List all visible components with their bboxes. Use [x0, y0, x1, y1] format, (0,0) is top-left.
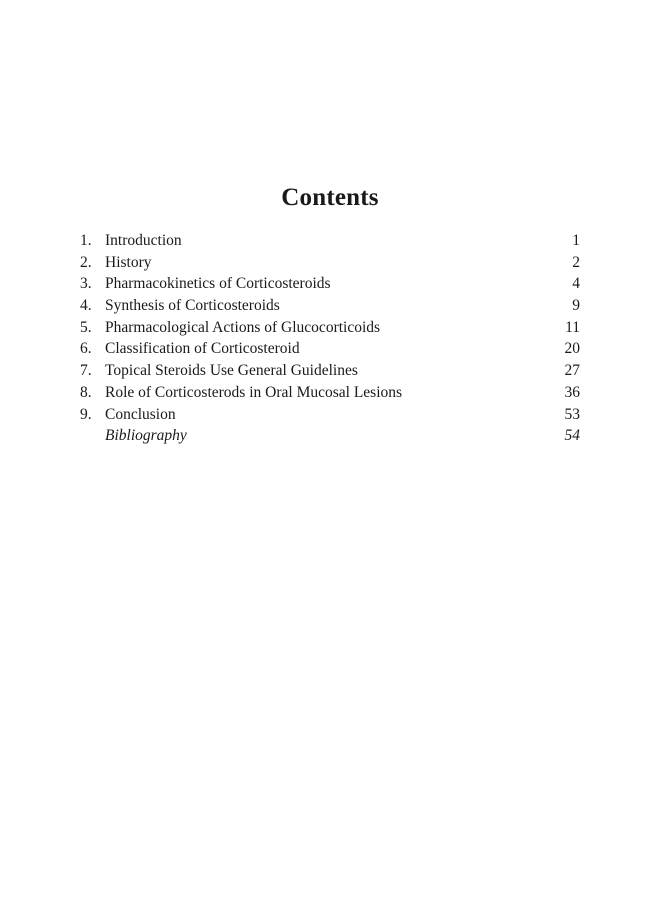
toc-entry-title: Classification of Corticosteroid: [105, 340, 300, 358]
toc-entry-introduction: [80, 230, 580, 252]
toc-entry-topical-steroids: [80, 360, 580, 382]
toc-entry-page: 2: [572, 253, 580, 271]
toc-entry-number: 6.: [80, 340, 92, 358]
toc-entry-number: 5.: [80, 318, 92, 336]
toc-entry-page: 20: [564, 340, 580, 358]
toc-entry-synthesis: [80, 295, 580, 317]
toc-entry-title: Pharmacokinetics of Corticosteroids: [105, 275, 331, 293]
toc-entry-history: [80, 252, 580, 274]
toc-entry-title: Conclusion: [105, 405, 176, 423]
toc-entry-title: Synthesis of Corticosteroids: [105, 297, 280, 315]
toc-entry-number: 7.: [80, 362, 92, 380]
toc-entry-page: 36: [564, 383, 580, 401]
toc-entry-page: 11: [565, 318, 580, 336]
toc-entry-page: 4: [572, 275, 580, 293]
toc-entry-number: 9.: [80, 405, 92, 423]
toc-entry-page: 53: [564, 405, 580, 423]
toc-entry-page: 54: [564, 427, 580, 445]
toc-entry-oral-mucosal-lesions: [80, 382, 580, 404]
toc-entry-page: 1: [572, 232, 580, 249]
toc-entry-conclusion: [80, 404, 580, 426]
toc-entry-classification: [80, 338, 580, 360]
toc-entry-title: Topical Steroids Use General Guidelines: [105, 362, 358, 380]
toc-entry-bibliography: [80, 425, 580, 447]
toc-entry-page: 9: [572, 297, 580, 315]
toc-entry-number: 1.: [80, 232, 92, 249]
toc-entry-pharmacokinetics: [80, 273, 580, 295]
toc-entry-title: Introduction: [105, 232, 182, 249]
toc-entry-number: 4.: [80, 297, 92, 315]
contents-heading: Contents: [281, 184, 379, 211]
toc-entry-title: History: [105, 253, 152, 271]
toc-entry-title: Role of Corticosterods in Oral Mucosal Lesions: [105, 383, 403, 401]
table-of-contents: [80, 230, 580, 447]
toc-entry-title: Pharmacological Actions of Glucocorticoids: [105, 318, 381, 336]
toc-entry-page: 27: [564, 362, 580, 380]
toc-entry-pharmacological-actions: [80, 317, 580, 339]
toc-entry-number: 8.: [80, 383, 92, 401]
toc-entry-number: 3.: [80, 275, 92, 293]
toc-entry-number: 2.: [80, 253, 92, 271]
toc-entry-title: Bibliography: [105, 427, 187, 445]
